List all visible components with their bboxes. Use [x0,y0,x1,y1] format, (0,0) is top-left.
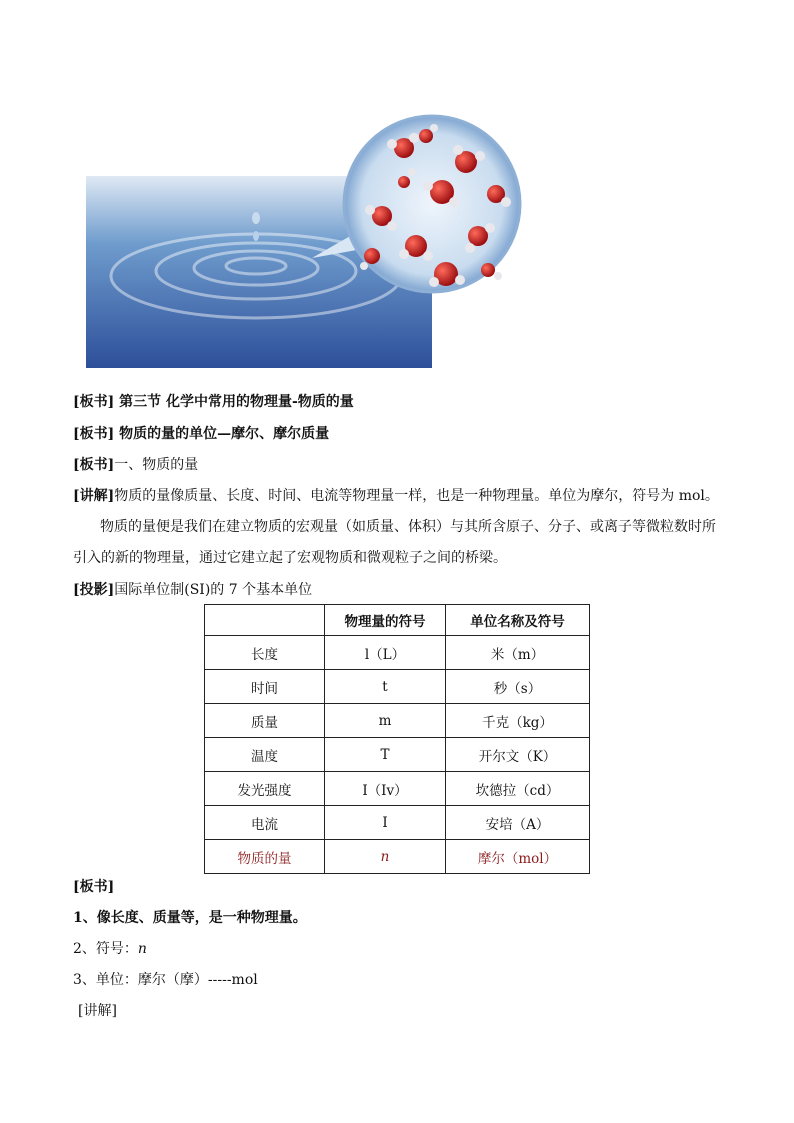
quantity-cell: 长度 [205,636,325,670]
lecture-tag-2: [讲解] [78,1003,117,1019]
symbol-cell: T [325,738,446,772]
unit-cell: 千克（kg） [446,704,590,738]
projection-tag: [投影] [73,582,115,598]
quantity-cell: 温度 [205,738,325,772]
quantity-cell: 质量 [205,704,325,738]
header-cell: 单位名称及符号 [446,605,590,636]
heading-subsection [73,424,329,444]
heading-tag: [板书] [73,394,115,410]
table-row [205,670,590,704]
header-cell [205,605,325,636]
lecture-paragraph [73,486,719,506]
quantity-cell: 电流 [205,806,325,840]
si-units-table [204,604,590,874]
projection-caption [73,580,312,600]
symbol-cell: I（Iv） [325,772,446,806]
subheading-tag: [板书] [73,426,115,442]
section-title: 一、物质的量 [114,457,199,473]
projection-text: 国际单位制(SI)的 7 个基本单位 [114,582,313,598]
point-2-prefix: 2、符号： [73,941,138,957]
subheading-title: 物质的量的单位—摩尔、摩尔质量 [119,426,330,442]
unit-cell: 摩尔（mol） [446,840,590,874]
table-row [205,806,590,840]
point-1: 1、像长度、质量等，是一种物理量。 [73,910,307,926]
quantity-cell: 发光强度 [205,772,325,806]
unit-cell: 秒（s） [446,670,590,704]
table-header-row [205,605,590,636]
symbol-cell: I [325,806,446,840]
quantity-cell: 物质的量 [205,840,325,874]
point-2 [73,939,147,959]
unit-cell: 开尔文（K） [446,738,590,772]
symbol-cell: t [325,670,446,704]
paragraph-line-2: 引入的新的物理量，通过它建立起了宏观物质和微观粒子之间的桥梁。 [73,550,507,566]
table-row [205,636,590,670]
symbol-cell: n [325,840,446,874]
paragraph-line-1: 物质的量便是我们在建立物质的宏观量（如质量、体积）与其所含原子、分子、或离子等微粒数时所 [100,519,716,535]
water-drop [252,212,260,224]
lecture-text: 物质的量像质量、长度、时间、电流等物理量一样，也是一种物理量。单位为摩尔，符号为 mol。 [114,488,719,504]
point-2-symbol: n [137,941,147,957]
table-row [205,772,590,806]
heading-section [73,392,354,412]
table-row [205,738,590,772]
symbol-cell: l（L） [325,636,446,670]
table-row-highlight [205,840,590,874]
unit-cell: 米（m） [446,636,590,670]
board-tag: [板书] [73,879,115,895]
symbol-cell: m [325,704,446,738]
section-one [73,455,198,475]
lecture-tag: [讲解] [73,488,115,504]
magnified-bubble [344,116,520,292]
header-cell: 物理量的符号 [325,605,446,636]
table-row [205,704,590,738]
section-tag: [板书] [73,457,115,473]
unit-cell: 坎德拉（cd） [446,772,590,806]
unit-cell: 安培（A） [446,806,590,840]
quantity-cell: 时间 [205,670,325,704]
point-3: 3、单位：摩尔（摩）-----mol [73,972,258,988]
heading-title: 第三节 化学中常用的物理量-物质的量 [119,394,354,410]
water-molecule-illustration [86,106,526,368]
